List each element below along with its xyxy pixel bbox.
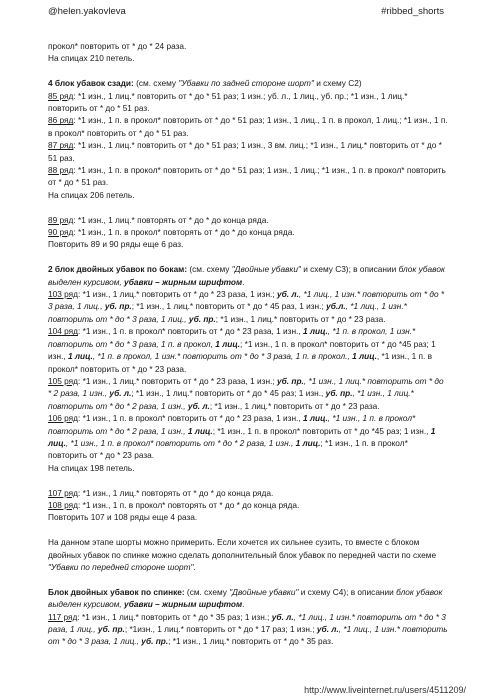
row-instruction: 89 ряд: *1 изн., 1 лиц.* повторять от * до * до конца ряда. [48, 214, 269, 225]
row-instruction: 107 ряд: *1 изн., 1 лиц.* повторять от * до * до конца ряда. [48, 487, 274, 498]
section-heading: 4 блок убавок сзади: (см. схему "Убавки по задней стороне шорт" и схему С2) [48, 78, 362, 89]
row-instruction: 104 ряд: *1 изн., 1 п. в прокол* повторить от * до * 23 раза, 1 изн., 1 лиц., *1 п. в прокол, 1 изн.* повторить от * до * 3 раза, 1 п. в прокол, 1 лиц.; *1 изн., 1 п. в прокол* повторить от * до *45 раз; 1 изн., 1 лиц., *1 п. в прокол, 1 изн.* повторить от * до * 3 раза, 1 п. в прокол., 1 лиц., *1 изн., 1 п. в прокол* повторить от * до * 23 раза. [48, 326, 436, 374]
row-instruction: 85 ряд: *1 изн., 1 лиц.* повторить от * до * 51 раз; 1 изн.; уб. л., 1 лиц., уб. пр.; *1 изн., 1 лиц.* повторить от * до * 51 раз. [48, 90, 408, 114]
paragraph: На спицах 198 петель. [48, 462, 135, 473]
author-handle: @helen.yakovleva [48, 6, 126, 17]
row-instruction: 105 ряд: *1 изн., 1 лиц.* повторить от * до * 23 раза, 1 изн.; уб. пр., *1 изн., 1 лиц.* повторить от * до * 2 раза, 1 изн., уб. л.; *1 изн., 1 лиц.* повторить от * до * 45 раз; 1 изн., уб. пр., *1 изн., 1 лиц.* повторить от * до * 2 раза, 1 изн., уб. л.; *1 изн., 1 лиц.* повторить от * до * 23 раза. [48, 375, 444, 411]
row-instruction: 86 ряд: *1 изн., 1 п. в прокол* повторить от * до * 51 раз; 1 изн., 1 лиц., 1 п. в прокол, 1 лиц.; *1 изн., 1 п. в прокол* повторить от * до * 51 раз. [48, 115, 448, 138]
note-paragraph: На данном этапе шорты можно примерить. Если хочется их сильнее сузить, то вместе с блоком двойных убавок по спинке можно сделать дополнительный блок убавок по передней части по схеме "Убавки по передней стороне шорт". [48, 537, 437, 572]
section-heading: Блок двойных убавок по спинке: (см. схему "Двойные убавки" и схему С4); в описании блок убавок выделен курсивом, убавки – жирным шрифтом. [48, 586, 443, 610]
row-instruction: 108 ряд: *1 изн., 1 п. в прокол* повторять от * до * до конца ряда. [48, 499, 300, 510]
row-instruction: 106 ряд: *1 изн., 1 п. в прокол* повторить от * до * 23 раза, 1 изн., 1 лиц., *1 изн., 1 п. в прокол* повторить от * до * 2 раза, 1 изн., 1 лиц.; *1 изн., 1 п. в прокол* повторить от * до *45 раз; 1 изн., 1 лиц., *1 изн., 1 п. в прокол* повторить от * до * 2 раза, 1 изн., 1 лиц.; *1 изн., 1 п. в прокол* повторить от * до * 23 раза. [48, 413, 436, 461]
row-instruction: 87 ряд: *1 изн., 1 лиц.* повторить от * до * 51 раз; 1 изн., 3 вм. лиц.; *1 изн., 1 лиц.* повторить от * до * 51 раз. [48, 140, 442, 163]
paragraph: Повторить 107 и 108 ряды еще 4 раза. [48, 512, 198, 523]
row-instruction: 117 ряд: *1 изн., 1 лиц.* повторить от * до * 35 раз; 1 изн.; уб. л., *1 лиц., 1 изн.* повторить от * до * 3 раза, 1 лиц., уб. пр.; *1изн., 1 лиц.* повторить от * до * 17 раз; 1 изн.; уб. л., *1 лиц., 1 изн.* повторить от * до * 3 раза, 1 лиц., уб. пр.; *1 изн., 1 лиц.* повторить от * до * 35 раз. [48, 611, 448, 647]
page-header [48, 6, 444, 17]
section-heading: 2 блок двойных убавок по бокам: (см. схему "Двойные убавки" и схему С3); в описании блок убавок выделен курсивом, убавки – жирным шрифтом. [48, 264, 445, 287]
paragraph: На спицах 210 петель. [48, 53, 135, 64]
paragraph: прокол* повторить от * до * 24 раза. [48, 41, 187, 51]
paragraph: На спицах 206 петель. [48, 189, 135, 200]
document-body [48, 40, 448, 648]
row-instruction: 90 ряд: *1 изн., 1 п. в прокол* повторять от * до * до конца ряда. [48, 227, 295, 238]
row-instruction: 88 ряд: *1 изн., 1 п. в прокол* повторить от * до * 51 раз; 1 изн., 1 лиц.; *1 изн., 1 п. в прокол* повторить от * до * 51 раз. [48, 165, 446, 188]
watermark-url: http://www.liveinternet.ru/users/4511209/ [304, 685, 466, 695]
row-instruction: 103 ряд: *1 изн., 1 лиц.* повторить от * до * 23 раза, 1 изн.; уб. л., *1 лиц., 1 изн.* повторить от * до * 3 раза, 1 лиц., уб. пр.; *1 изн., 1 лиц.* повторить от * до * 45 раз, 1 изн.; уб.л., *1 лиц., 1 изн.* повторить от * до * 3 раза, 1 лиц., уб. пр.; *1 изн., 1 лиц.* повторить от * до * 23 раза. [48, 289, 445, 324]
hashtag: #ribbed_shorts [381, 6, 444, 17]
paragraph: Повторить 89 и 90 ряды еще 6 раз. [48, 239, 184, 250]
